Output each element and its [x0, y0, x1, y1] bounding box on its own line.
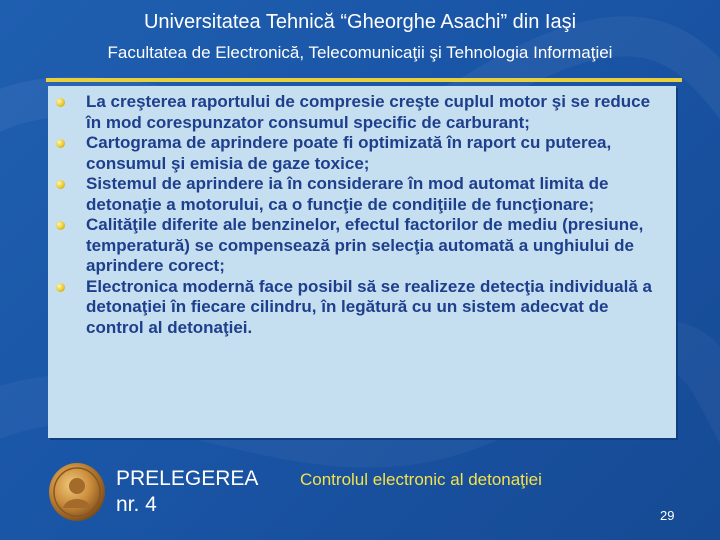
bullet-text: Sistemul de aprindere ia în considerare în mod automat limita de detonaţie a motorului, ca o funcţie de condiţiile de funcţionare;: [86, 174, 609, 214]
bullet-text: Electronica modernă face posibil să se realizeze detecţia individuală a detonaţiei în fiecare cilindru, în legătură cu un sistem adecvat de control al detonaţiei.: [86, 276, 652, 337]
bullet-item: [56, 92, 666, 133]
bullet-item: [56, 174, 666, 215]
faculty-title: Facultatea de Electronică, Telecomunicaţii şi Tehnologia Informaţiei: [107, 43, 613, 62]
bullet-item: [56, 133, 666, 174]
bullet-list: [56, 92, 666, 338]
bullet-item: [56, 215, 666, 277]
bullet-text: Cartograma de aprindere poate fi optimizată în raport cu puterea, consumul şi emisia de gaze toxice;: [86, 133, 612, 173]
lecture-label: [116, 466, 258, 518]
yellow-dot-icon: [56, 139, 65, 148]
lecture-label-line1: PRELEGEREA: [116, 467, 259, 490]
university-seal-icon: [48, 462, 106, 522]
university-title: Universitatea Tehnică “Gheorghe Asachi” din Iaşi: [143, 11, 577, 33]
bullet-text: Calităţile diferite ale benzinelor, efectul factorilor de mediu (presiune, temperatură) se compensează prin selecţia automată a unghiului de aprindere corect;: [86, 215, 644, 275]
lecture-topic: Controlul electronic al detonaţiei: [300, 470, 542, 489]
page-number: 29: [660, 508, 675, 523]
yellow-dot-icon: [56, 180, 65, 189]
header-divider: [46, 78, 682, 82]
content-panel: [48, 86, 676, 438]
yellow-dot-icon: [56, 98, 65, 107]
bullet-text: La creşterea raportului de compresie creşte cuplul motor şi se reduce în mod corespunzator consumul specific de carburant;: [86, 92, 651, 132]
yellow-dot-icon: [56, 221, 65, 230]
lecture-label-line2: nr. 4: [116, 493, 157, 516]
bullet-item: [56, 277, 666, 339]
yellow-dot-icon: [56, 283, 65, 292]
